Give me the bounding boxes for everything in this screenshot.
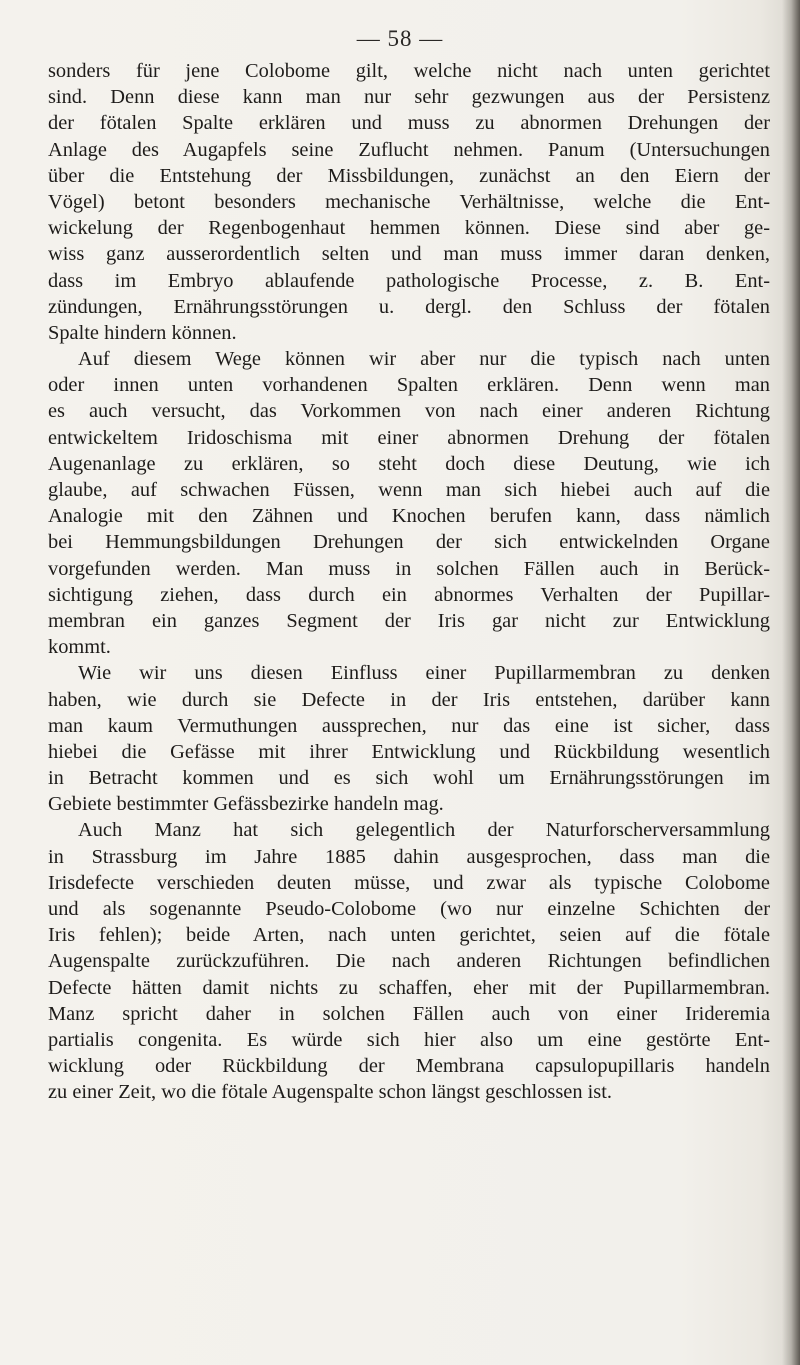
text-line: Augenanlage zu erklären, so steht doch diese Deutung, wie ich [48, 452, 770, 475]
text-line: dass im Embryo ablaufende pathologische Processe, z. B. Ent- [48, 269, 770, 292]
book-spine-shadow [782, 0, 800, 1365]
text-line: Spalte hindern können. [48, 321, 237, 344]
text-line: man kaum Vermuthungen aussprechen, nur das eine ist sicher, dass [48, 714, 770, 737]
text-line: Defecte hätten damit nichts zu schaffen, eher mit der Pupillarmembran. [48, 976, 770, 999]
text-line: Analogie mit den Zähnen und Knochen berufen kann, dass nämlich [48, 505, 770, 528]
text-line: Augenspalte zurückzuführen. Die nach anderen Richtungen befindlichen [48, 950, 770, 973]
text-line: Vögel) betont besonders mechanische Verhältnisse, welche die Ent- [48, 190, 770, 213]
text-line: wicklung oder Rückbildung der Membrana capsulopupillaris handeln [48, 1055, 770, 1078]
text-line: sind. Denn diese kann man nur sehr gezwungen aus der Persistenz [48, 86, 770, 109]
text-line: sonders für jene Colobome gilt, welche nicht nach unten gerichtet [48, 60, 770, 82]
text-line: Irisdefecte verschieden deuten müsse, und zwar als typische Colobome [48, 871, 770, 894]
text-line: wickelung der Regenbogenhaut hemmen können. Diese sind aber ge- [48, 217, 770, 240]
text-line: haben, wie durch sie Defecte in der Iris entstehen, darüber kann [48, 688, 770, 711]
text-line: hiebei die Gefässe mit ihrer Entwicklung und Rückbildung wesentlich [48, 740, 770, 763]
text-line: Manz spricht daher in solchen Fällen auch von einer Irideremia [48, 1002, 770, 1025]
text-line: Gebiete bestimmter Gefässbezirke handeln mag. [48, 793, 444, 816]
text-line: und als sogenannte Pseudo-Colobome (wo nur einzelne Schichten der [48, 898, 770, 920]
text-line: sichtigung ziehen, dass durch ein abnormes Verhalten der Pupillar- [48, 583, 770, 606]
paragraph [48, 346, 770, 660]
text-line: kommt. [48, 636, 111, 659]
text-line: über die Entstehung der Missbildungen, zunächst an den Eiern der [48, 164, 770, 187]
text-line: Wie wir uns diesen Einfluss einer Pupillarmembran zu denken [78, 662, 770, 685]
text-line: bei Hemmungsbildungen Drehungen der sich entwickelnden Organe [48, 531, 770, 554]
text-line: partialis congenita. Es würde sich hier also um eine gestörte Ent- [48, 1028, 770, 1051]
text-line: Anlage des Augapfels seine Zuflucht nehmen. Panum (Untersuchungen [48, 138, 770, 161]
page-number: — 58 — [356, 26, 444, 51]
body-text [48, 58, 770, 1106]
text-line: Auf diesem Wege können wir aber nur die typisch nach unten [78, 348, 770, 371]
text-line: zu einer Zeit, wo die fötale Augenspalte schon längst geschlossen ist. [48, 1081, 612, 1104]
text-line: in Betracht kommen und es sich wohl um Ernährungsstörungen im [48, 767, 770, 790]
paragraph [48, 817, 770, 1105]
text-line: in Strassburg im Jahre 1885 dahin ausgesprochen, dass man die [48, 845, 770, 868]
text-line: entwickeltem Iridoschisma mit einer abnormen Drehung der fötalen [48, 426, 770, 449]
text-line: vorgefunden werden. Man muss in solchen Fällen auch in Berück- [48, 557, 770, 580]
text-line: membran ein ganzes Segment der Iris gar nicht zur Entwicklung [48, 609, 770, 632]
text-line: Iris fehlen); beide Arten, nach unten gerichtet, seien auf die fötale [48, 924, 770, 947]
text-line: der fötalen Spalte erklären und muss zu abnormen Drehungen der [48, 112, 770, 135]
text-line: wiss ganz ausserordentlich selten und man muss immer daran denken, [48, 243, 770, 266]
text-line: Auch Manz hat sich gelegentlich der Naturforscherversammlung [78, 819, 770, 842]
text-line: glaube, auf schwachen Füssen, wenn man sich hiebei auch auf die [48, 479, 770, 501]
text-line: zündungen, Ernährungsstörungen u. dergl. den Schluss der fötalen [48, 295, 770, 318]
paragraph [48, 660, 770, 817]
text-line: es auch versucht, das Vorkommen von nach einer anderen Richtung [48, 400, 770, 423]
text-line: oder innen unten vorhandenen Spalten erklären. Denn wenn man [48, 374, 770, 397]
paragraph [48, 58, 770, 346]
